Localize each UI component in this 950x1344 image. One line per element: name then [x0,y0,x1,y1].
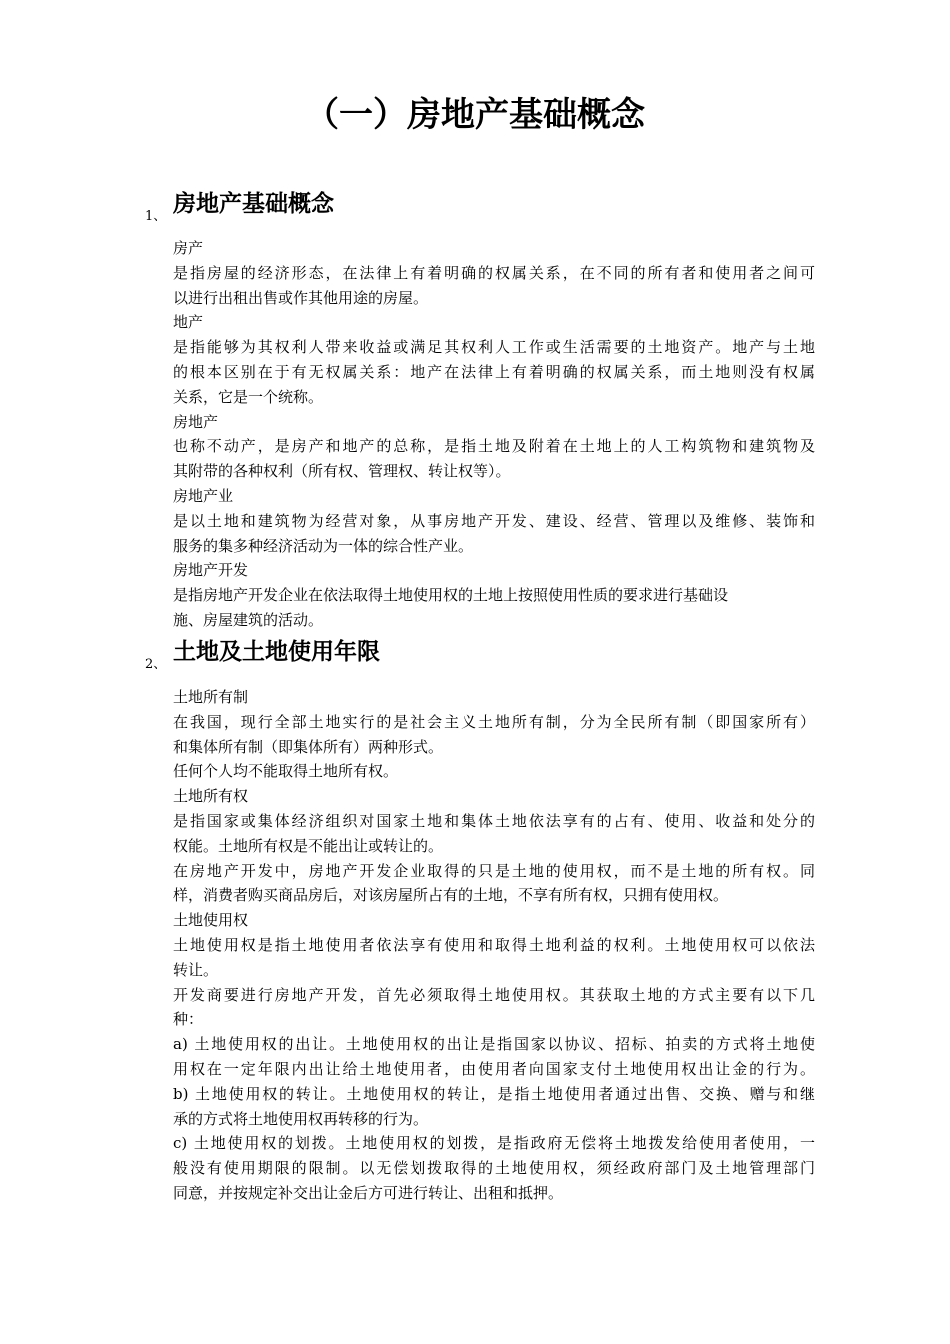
text-line: 服务的集多种经济活动为一体的综合性产业。 [173,536,474,555]
text-line: 是以土地和建筑物为经营对象，从事房地产开发、建设、经营、管理以及维修、装饰和 [173,511,815,530]
text-line: 承的方式将土地使用权再转移的行为。 [173,1109,429,1128]
text-line: 是指房地产开发企业在依法取得土地使用权的土地上按照使用性质的要求进行基础设 [173,586,729,605]
section-title: 房地产基础概念 [173,191,334,217]
section-title: 土地及土地使用年限 [173,639,380,665]
text-line: 土地使用权是指土地使用者依法享有使用和取得土地利益的权利。土地使用权可以依法 [173,935,815,954]
text-line: 房地产业 [173,486,234,505]
text-line: 同意，并按规定补交出让金后方可进行转让、出租和抵押。 [173,1183,564,1202]
text-line: 种： [173,1010,204,1029]
text-line: 转让。 [173,960,219,979]
text-line: 在房地产开发中，房地产开发企业取得的只是土地的使用权，而不是土地的所有权。同 [173,861,815,880]
text-line: 样，消费者购买商品房后，对该房屋所占有的土地，不享有所有权，只拥有使用权。 [173,886,729,905]
text-line: 是指国家或集体经济组织对国家土地和集体土地依法享有的占有、使用、收益和处分的 [173,811,815,830]
text-line: 以进行出租出售或作其他用途的房屋。 [173,288,429,307]
text-line: 土地所有权 [173,787,249,806]
text-line: 用权在一定年限内出让给土地使用者，由使用者向国家支付土地使用权出让金的行为。 [173,1059,815,1078]
text-line: 任何个人均不能取得土地所有权。 [173,762,399,781]
text-line: 关系，它是一个统称。 [173,387,324,406]
text-line: 和集体所有制（即集体所有）两种形式。 [173,737,444,756]
text-line: 权能。土地所有权是不能出让或转让的。 [173,836,444,855]
text-line: 的根本区别在于有无权属关系：地产在法律上有着明确的权属关系，而土地则没有权属 [173,362,815,381]
text-line: 施、房屋建筑的活动。 [173,610,324,629]
text-line: 房产 [173,239,204,257]
text-line: 开发商要进行房地产开发，首先必须取得土地使用权。其获取土地的方式主要有以下几 [173,985,815,1004]
text-line: 是指房屋的经济形态，在法律上有着明确的权属关系，在不同的所有者和使用者之间可 [173,263,815,282]
text-line: 也称不动产，是房产和地产的总称，是指土地及附着在土地上的人工构筑物和建筑物及 [173,437,815,456]
section-number: 2、 [145,657,167,672]
text-line: 土地使用权 [173,911,249,930]
text-line: c) 土地使用权的划拨。土地使用权的划拨，是指政府无偿将土地拨发给使用者使用，一 [173,1134,815,1153]
section-number: 1、 [145,209,167,224]
text-line: 是指能够为其权利人带来收益或满足其权利人工作或生活需要的土地资产。地产与土地 [173,338,815,357]
text-line: b) 土地使用权的转让。土地使用权的转让，是指土地使用者通过出售、交换、赠与和继 [173,1084,815,1103]
text-line: 般没有使用期限的限制。以无偿划拨取得的土地使用权，须经政府部门及土地管理部门 [173,1159,815,1178]
text-line: 其附带的各种权利（所有权、管理权、转让权等）。 [173,462,511,481]
text-line: 房地产 [173,412,219,431]
text-line: 地产 [173,313,204,332]
text-line: 土地所有制 [173,688,249,706]
text-line: 房地产开发 [173,561,249,580]
text-line: 在我国，现行全部土地实行的是社会主义土地所有制，分为全民所有制（即国家所有） [173,712,815,731]
text-line: a) 土地使用权的出让。土地使用权的出让是指国家以协议、招标、拍卖的方式将土地使 [173,1035,815,1054]
section-body [173,236,815,633]
section-body [173,685,815,1206]
page-title: （一）房地产基础概念 [305,95,645,135]
